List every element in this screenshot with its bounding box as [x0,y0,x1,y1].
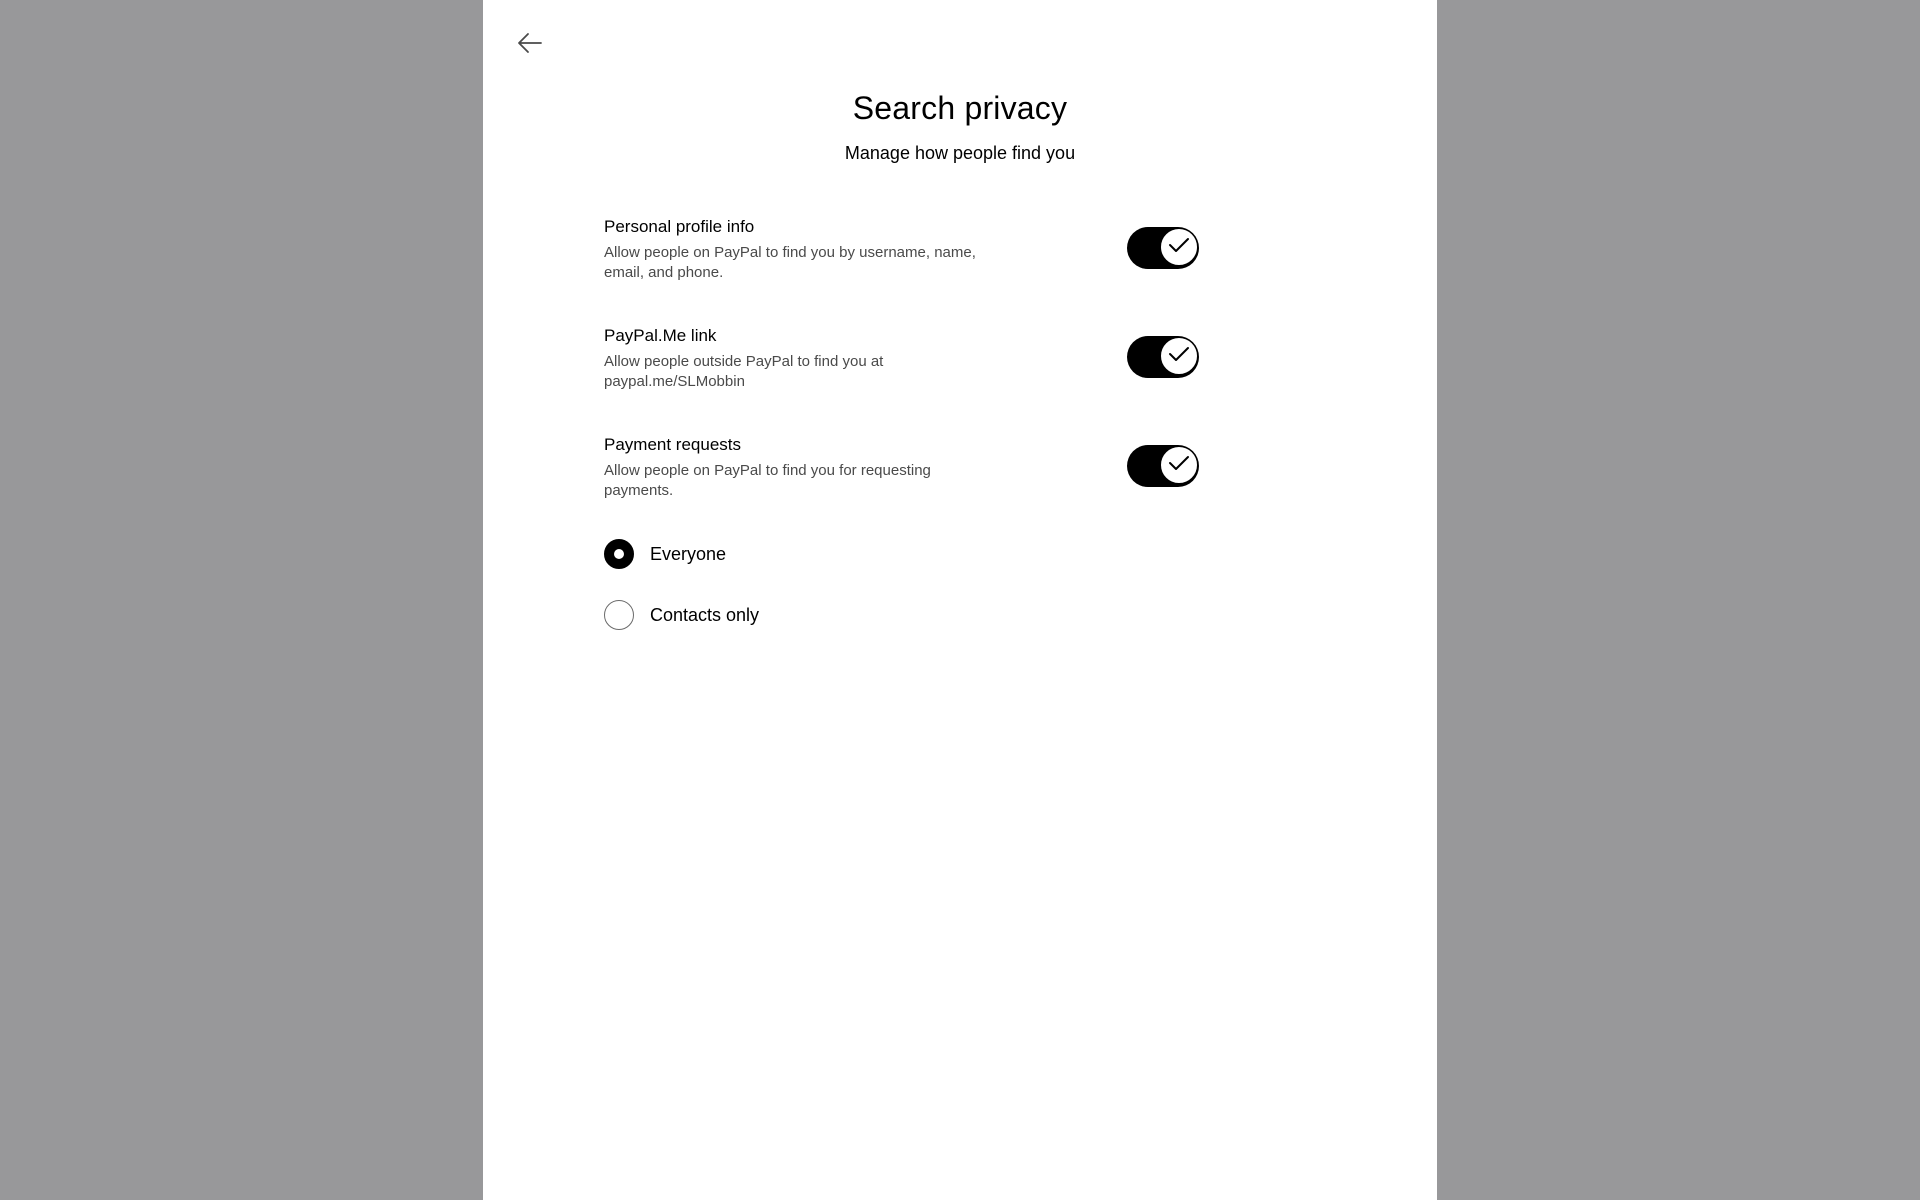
check-icon [1168,236,1190,259]
radio-label: Contacts only [650,604,760,625]
setting-title: Payment requests [604,435,742,454]
radio-label: Everyone [650,543,727,564]
radio-dot [614,549,624,559]
setting-payment-requests [604,434,1338,514]
setting-description: Allow people on PayPal to find you for requesting payments. [604,462,931,499]
check-icon [1168,454,1190,477]
radio-option-contacts-only[interactable] [604,599,759,631]
setting-title: PayPal.Me link [604,326,717,345]
radio-button-everyone[interactable] [604,539,634,569]
setting-description: Allow people outside PayPal to find you at paypal.me/SLMobbin [604,353,884,390]
radio-option-everyone[interactable] [604,538,726,570]
payment-requests-toggle[interactable] [1127,445,1199,487]
setting-personal-profile-info [604,216,1338,296]
paypal-me-link-toggle[interactable] [1127,336,1199,378]
toggle-knob [1160,228,1198,266]
personal-profile-info-toggle[interactable] [1127,227,1199,269]
radio-button-contacts-only[interactable] [604,600,634,630]
toggle-knob [1160,337,1198,375]
setting-paypal-me-link [604,325,1338,405]
settings-panel [483,0,1437,1200]
toggle-knob [1160,446,1198,484]
setting-title: Personal profile info [604,217,755,236]
check-icon [1168,345,1190,368]
arrow-left-icon [517,32,543,59]
page-subtitle: Manage how people find you [844,143,1076,163]
page-title: Search privacy [852,90,1068,126]
back-button[interactable] [515,30,545,60]
setting-description: Allow people on PayPal to find you by username, name, email, and phone. [604,244,976,281]
